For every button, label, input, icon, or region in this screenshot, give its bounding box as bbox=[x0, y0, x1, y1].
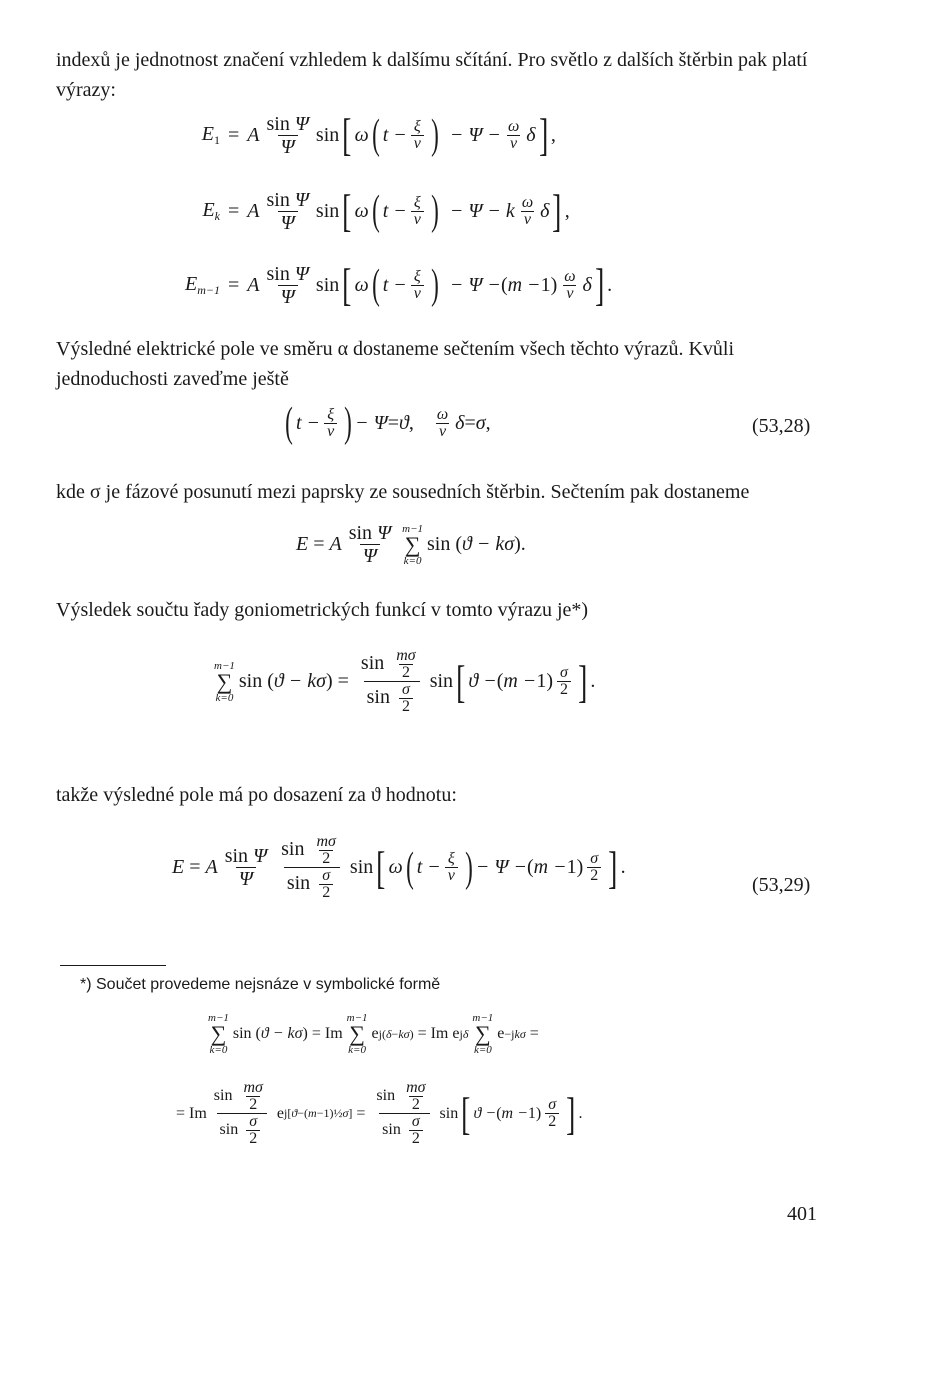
equation-number-28: (53,28) bbox=[752, 415, 811, 437]
equation-e1: $E_1$ = A $\frac{\text{sin Ψ}}{\Psi}$ sin [ ω ( t − $\frac{\xi}{v}$ ) − Ψ − $\frac{\omega}{v}$ δ ] , bbox=[201, 109, 556, 160]
equation-em1: $E_{m-1}$ = A $\frac{\text{sin Ψ}}{\Psi}$ sin [ ω ( t − $\frac{\xi}{v}$ ) − Ψ − ( m − 1) $\frac{\omega}{v}$ δ ] . bbox=[185, 259, 613, 310]
paragraph-final-field: takže výsledné pole má po dosazení za ϑ hodnotu: bbox=[56, 784, 457, 806]
footnote-text: *) Součet provedeme nejsnáze v symbolické formě bbox=[80, 976, 441, 993]
paragraph-series-result: Výsledek součtu řady goniometrických funkcí v tomto výrazu je*) bbox=[56, 599, 589, 621]
paragraph-intro: indexů je jednotnost značení vzhledem k dalšímu sčítání. Pro světlo z dalších štěrbin pak platí výrazy: bbox=[56, 49, 808, 101]
equation-series-sum: m−1 ∑ k=0 sin ( ϑ − kσ ) = sin $\frac{m\sigma}{2}$ sin $\frac{\sigma}{2}$ sin [ ϑ − ( m − 1) $\frac{\sigma}{2}$ ] . bbox=[214, 647, 596, 715]
paragraph-phase-shift: kde σ je fázové posunutí mezi paprsky ze sousedních štěrbin. Sečtením pak dostaneme bbox=[56, 481, 750, 503]
paragraph-sum-intro: Výsledné elektrické pole ve směru α dostaneme sečtením všech těchto výrazů. Kvůli jednoduchosti zaveďme ještě bbox=[56, 338, 735, 390]
equation-e-sum: E = A $\frac{\text{sin Ψ}}{\Psi}$ m−1 ∑ k=0 sin ( ϑ − kσ ) . bbox=[296, 522, 526, 567]
equation-final-e: E = A $\frac{\text{sin Ψ}}{\Psi}$ sin $\frac{m\sigma}{2}$ sin $\frac{\sigma}{2}$ sin [ ω ( t − $\frac{\xi}{v}$ ) − Ψ − ( m − 1) $\frac{\sigma}{2}$ ] . bbox=[172, 833, 626, 901]
equation-definitions: ( t − $\frac{\xi}{v}$ ) − Ψ = ϑ , $\frac{\omega}{v}$ δ = σ , bbox=[285, 400, 491, 446]
footnote-equation-1: m−1 ∑ k=0 sin ( ϑ − kσ ) = Im m−1 ∑ k=0 e j(δ−kσ) = Im e jδ m−1 ∑ k=0 e −jkσ = bbox=[208, 1012, 539, 1056]
footnote-equation-2: = Im sin $\frac{m\sigma}{2}$ sin $\frac{\sigma}{2}$ e j[ϑ−(m−1)½σ] = sin $\frac{m\sigma}{2}$ sin $\frac{\sigma}{2}$ sin [ ϑ − ( m − 1) $\frac{\sigma}{2}$ ] . bbox=[176, 1079, 583, 1147]
page-number: 401 bbox=[787, 1203, 817, 1225]
footnote-rule bbox=[60, 965, 166, 966]
equation-ek: $E_k$ = A $\frac{\text{sin Ψ}}{\Psi}$ sin [ ω ( t − $\frac{\xi}{v}$ ) − Ψ − k $\frac{\omega}{v}$ δ ] , bbox=[202, 185, 570, 236]
equation-number-29: (53,29) bbox=[752, 874, 811, 896]
